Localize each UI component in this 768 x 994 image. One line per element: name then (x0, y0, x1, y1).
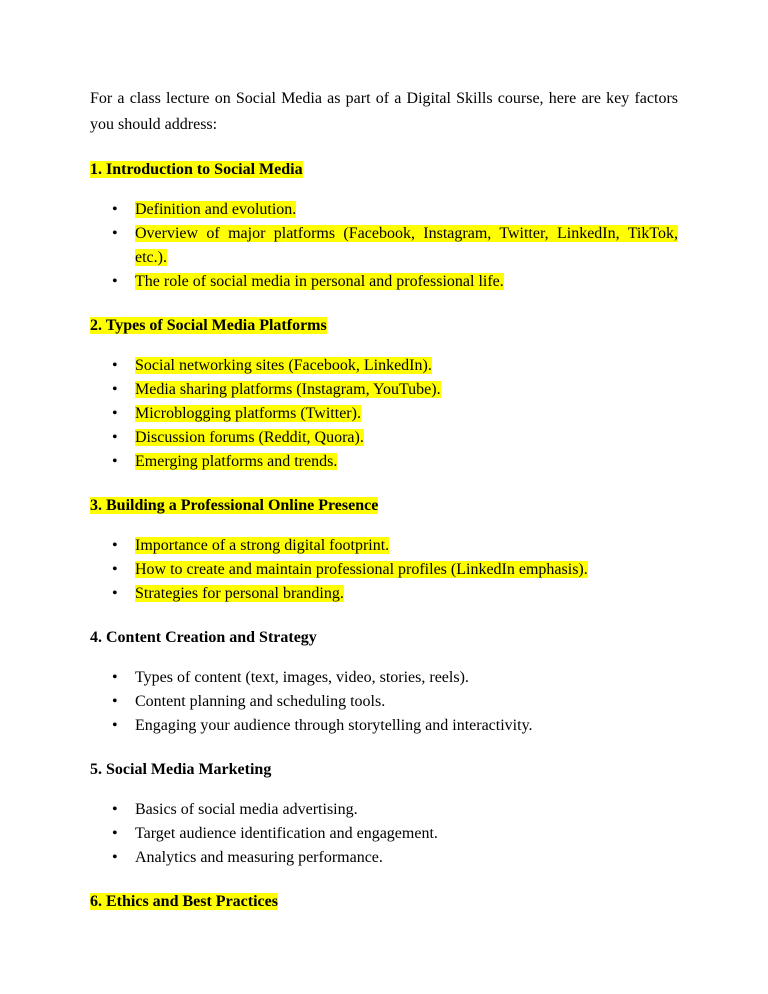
section-heading-text: 3. Building a Professional Online Presence (90, 497, 379, 514)
list-item (90, 354, 678, 378)
bullet-icon: • (112, 693, 118, 710)
bullet-icon: • (112, 801, 118, 818)
bullet-icon: • (112, 825, 118, 842)
list-item (90, 690, 678, 714)
list-item-text: Microblogging platforms (Twitter). (135, 405, 361, 422)
bullet-list (90, 198, 678, 294)
list-item-text: Basics of social media advertising. (135, 801, 358, 818)
list-item-text: Overview of major platforms (Facebook, Instagram, Twitter, LinkedIn, TikTok, etc.). (135, 225, 678, 266)
bullet-icon: • (112, 717, 118, 734)
list-item (90, 222, 678, 270)
document-page (90, 86, 678, 914)
section-heading-text: 5. Social Media Marketing (90, 761, 272, 778)
section-heading-text: 6. Ethics and Best Practices (90, 893, 278, 910)
sections-container (90, 158, 678, 914)
list-item (90, 534, 678, 558)
bullet-icon: • (112, 453, 118, 470)
list-item (90, 822, 678, 846)
section-heading (90, 890, 678, 914)
list-item (90, 714, 678, 738)
section-heading (90, 314, 678, 338)
intro-paragraph: For a class lecture on Social Media as part of a Digital Skills course, here are key factors you should address: (90, 90, 678, 133)
bullet-icon: • (112, 561, 118, 578)
bullet-icon: • (112, 537, 118, 554)
list-item (90, 846, 678, 870)
list-item-text: Social networking sites (Facebook, LinkedIn). (135, 357, 432, 374)
section-heading (90, 494, 678, 518)
list-item (90, 378, 678, 402)
bullet-icon: • (112, 849, 118, 866)
list-item-text: Emerging platforms and trends. (135, 453, 338, 470)
bullet-list (90, 798, 678, 870)
list-item-text: Types of content (text, images, video, stories, reels). (135, 669, 469, 686)
bullet-icon: • (112, 273, 118, 290)
section-heading-text: 1. Introduction to Social Media (90, 161, 303, 178)
list-item (90, 270, 678, 294)
bullet-icon: • (112, 429, 118, 446)
section-heading (90, 158, 678, 182)
bullet-icon: • (112, 357, 118, 374)
list-item (90, 666, 678, 690)
list-item (90, 798, 678, 822)
list-item-text: Importance of a strong digital footprint. (135, 537, 390, 554)
bullet-icon: • (112, 225, 118, 242)
list-item-text: Strategies for personal branding. (135, 585, 344, 602)
bullet-icon: • (112, 405, 118, 422)
bullet-icon: • (112, 669, 118, 686)
list-item-text: The role of social media in personal and professional life. (135, 273, 504, 290)
bullet-list (90, 666, 678, 738)
section-heading (90, 758, 678, 782)
list-item-text: Analytics and measuring performance. (135, 849, 383, 866)
list-item (90, 402, 678, 426)
bullet-list (90, 354, 678, 474)
section-heading (90, 626, 678, 650)
section-heading-text: 2. Types of Social Media Platforms (90, 317, 327, 334)
list-item-text: Media sharing platforms (Instagram, YouTube). (135, 381, 441, 398)
list-item (90, 450, 678, 474)
list-item-text: Engaging your audience through storytelling and interactivity. (135, 717, 533, 734)
list-item (90, 582, 678, 606)
list-item-text: How to create and maintain professional profiles (LinkedIn emphasis). (135, 561, 588, 578)
list-item-text: Content planning and scheduling tools. (135, 693, 386, 710)
list-item (90, 198, 678, 222)
bullet-icon: • (112, 585, 118, 602)
list-item (90, 558, 678, 582)
section-heading-text: 4. Content Creation and Strategy (90, 629, 317, 646)
list-item-text: Definition and evolution. (135, 201, 297, 218)
list-item (90, 426, 678, 450)
bullet-list (90, 534, 678, 606)
list-item-text: Discussion forums (Reddit, Quora). (135, 429, 364, 446)
bullet-icon: • (112, 201, 118, 218)
bullet-icon: • (112, 381, 118, 398)
list-item-text: Target audience identification and engagement. (135, 825, 438, 842)
